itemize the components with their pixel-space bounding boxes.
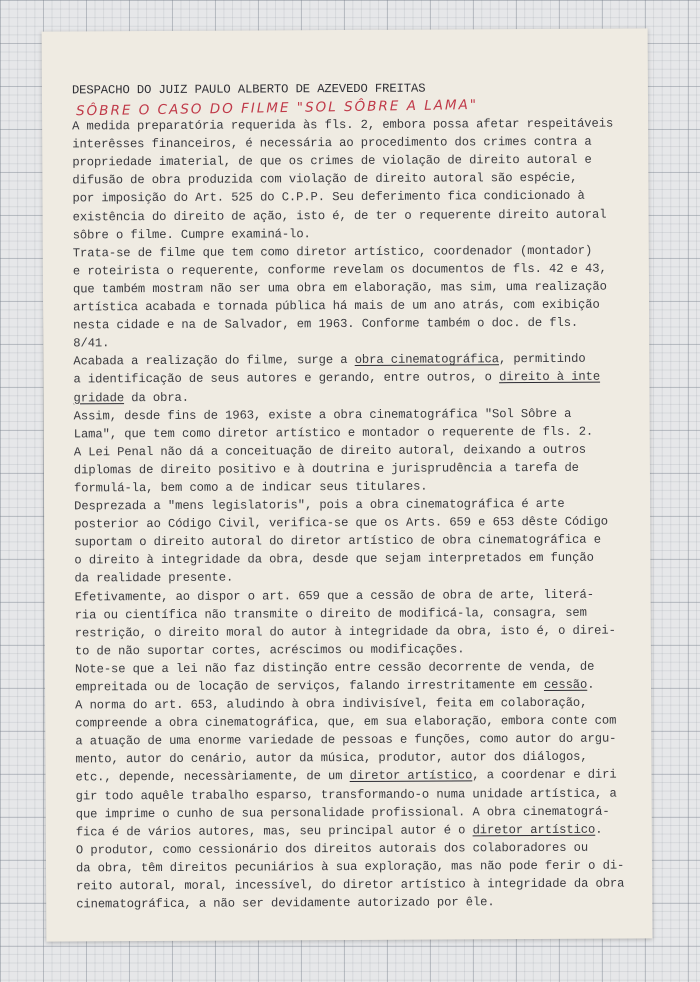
- text-line: sôbre o filme. Cumpre examiná-lo.: [72, 226, 311, 243]
- text-line: diplomas de direito positivo e à doutrina e jurisprudência a tarefa de: [73, 460, 579, 478]
- underlined-term: cessão: [543, 677, 588, 692]
- text-line: Efetivamente, ao dispor o art. 659 que a cessão de obra de arte, literá-: [74, 587, 595, 604]
- underlined-term: direito à inte: [499, 370, 601, 385]
- text-run: , permitindo: [498, 352, 586, 367]
- paragraph-4: [74, 404, 630, 443]
- text-line: por imposição do Art. 525 do C.P.P. Seu deferimento fica condicionado à: [72, 189, 585, 206]
- text-line: Lama", que tem como diretor artístico e montador o requerente de fls. 2.: [73, 424, 594, 442]
- text-line: A Lei Penal não dá a conceituação de direito autoral, deixando a outros: [73, 442, 587, 460]
- paragraph-6: [74, 495, 630, 588]
- paragraph-2: [73, 241, 630, 352]
- text-line: compreende a obra cinematográfica, que, em sua elaboração, embora conte com: [75, 713, 617, 731]
- text-line: o direito à integridade da obra, desde que sejam interpretados em função: [74, 551, 594, 568]
- text-run: empreitada ou de locação de serviços, falando irrestritamente em: [75, 677, 544, 695]
- text-line: que também mostram não ser uma obra em elaboração, mas sim, uma realização: [72, 279, 607, 297]
- text-line: artística acabada e tornada pública há mais de um ano atrás, com exibição: [73, 297, 600, 315]
- handwritten-subtitle: SÔBRE O CASO DO FILME "SOL SÔBRE A LAMA": [75, 97, 479, 120]
- text-line: e roteirista o requerente, conforme revelam os documentos de fls. 42 e 43,: [72, 261, 607, 279]
- text-line: Assim, desde fins de 1963, existe a obra cinematográfica "Sol Sôbre a: [73, 406, 572, 424]
- text-line: existência do direito de ação, isto é, de ter o requerente direito autoral: [72, 207, 607, 224]
- text-line: gir todo aquêle trabalho esparso, transformando-o numa unidade artística, a: [75, 786, 617, 803]
- text-line: posterior ao Código Civil, verifica-se que os Arts. 659 e 653 dêste Código: [74, 514, 609, 532]
- text-line: reito autoral, moral, incessível, do diretor artístico à integridade da obra: [76, 876, 625, 894]
- text-line: A medida preparatória requerida às fls. 2, embora possa afetar respeitáveis: [72, 116, 614, 134]
- paragraph-8: [75, 657, 631, 696]
- paragraph-3: [73, 350, 629, 407]
- text-line: interêsses financeiros, é necessária ao procedimento dos crimes contra a: [72, 134, 592, 152]
- text-line: [73, 368, 629, 389]
- underlined-term: gridade: [73, 390, 125, 405]
- text-line: que imprime o cunho de sua personalidade profissional. A obra cinematográ-: [75, 804, 610, 822]
- underlined-term: diretor artístico: [472, 822, 596, 838]
- underlined-term: obra cinematográfica: [354, 352, 500, 368]
- text-line: restrição, o direito moral do autor à integridade da obra, isto é, o direi-: [74, 623, 616, 641]
- text-line: mento, autor do cenário, autor da música, produtor, autor dos diálogos,: [75, 750, 588, 767]
- text-line: [75, 766, 631, 787]
- text-line: 8/41.: [73, 336, 110, 351]
- paragraph-1: [72, 115, 629, 245]
- text-line: difusão de obra produzida com violação de direito autoral são espécie,: [72, 171, 578, 188]
- text-run: .: [595, 822, 603, 837]
- text-line: O produtor, como cessionário dos direitos autorais dos colaboradores ou: [75, 840, 589, 858]
- text-line: ria ou científica não transmite o direito de modificá-la, consagra, sem: [74, 605, 587, 623]
- text-line: Note-se que a lei não faz distinção entre cessão decorrente de venda, de: [74, 659, 595, 677]
- text-line: da obra, têm direitos pecuniários à sua exploração, mas não pode ferir o di-: [75, 858, 625, 876]
- text-line: suportam o direito autoral do diretor artístico de obra cinematográfica e: [74, 532, 601, 550]
- text-line: formulá-la, bem como a de indicar seus titulares.: [73, 479, 428, 496]
- text-run: da obra.: [124, 390, 190, 405]
- text-line: nesta cidade e na de Salvador, em 1963. Conforme também o doc. de fls.: [73, 315, 579, 333]
- document-heading: DESPACHO DO JUIZ PAULO ALBERTO DE AZEVEDO FREITAS: [71, 81, 426, 98]
- text-line: Trata-se de filme que tem como diretor artístico, coordenador (montador): [72, 243, 593, 261]
- text-run: Acabada a realização do filme, surge a: [73, 353, 355, 369]
- paragraph-5: [74, 440, 630, 497]
- text-run: , a coordenar e diri: [472, 768, 617, 783]
- text-line: Desprezada a "mens legislatoris", pois a obra cinematográfica é arte: [74, 496, 565, 514]
- text-line: a atuação de uma enorme variedade de pessoas e funções, como autor do argu-: [75, 731, 617, 749]
- text-line: cinematográfica, a não ser devidamente autorizado por êle.: [76, 895, 495, 912]
- text-line: da realidade presente.: [74, 571, 234, 586]
- paragraph-9: [75, 694, 632, 842]
- text-line: propriedade imaterial, de que os crimes de violação de direito autoral e: [72, 152, 592, 170]
- text-run: etc., depende, necessàriamente, de um: [75, 769, 350, 785]
- text-run: fica é de vários autores, mas, seu principal autor é o: [75, 823, 473, 840]
- underlined-term: diretor artístico: [349, 768, 473, 784]
- text-line: to de não suportar cortes, acréscimos ou modificações.: [74, 642, 465, 659]
- text-run: .: [587, 677, 595, 692]
- text-line: A norma do art. 653, aludindo à obra indivisível, feita em colaboração,: [75, 695, 588, 713]
- text-run: a identificação de seus autores e gerando, entre outros, o: [73, 370, 500, 387]
- document-sheet: [42, 28, 653, 941]
- typed-text: [72, 79, 632, 914]
- paragraph-7: [75, 585, 631, 660]
- paragraph-10: [76, 838, 632, 913]
